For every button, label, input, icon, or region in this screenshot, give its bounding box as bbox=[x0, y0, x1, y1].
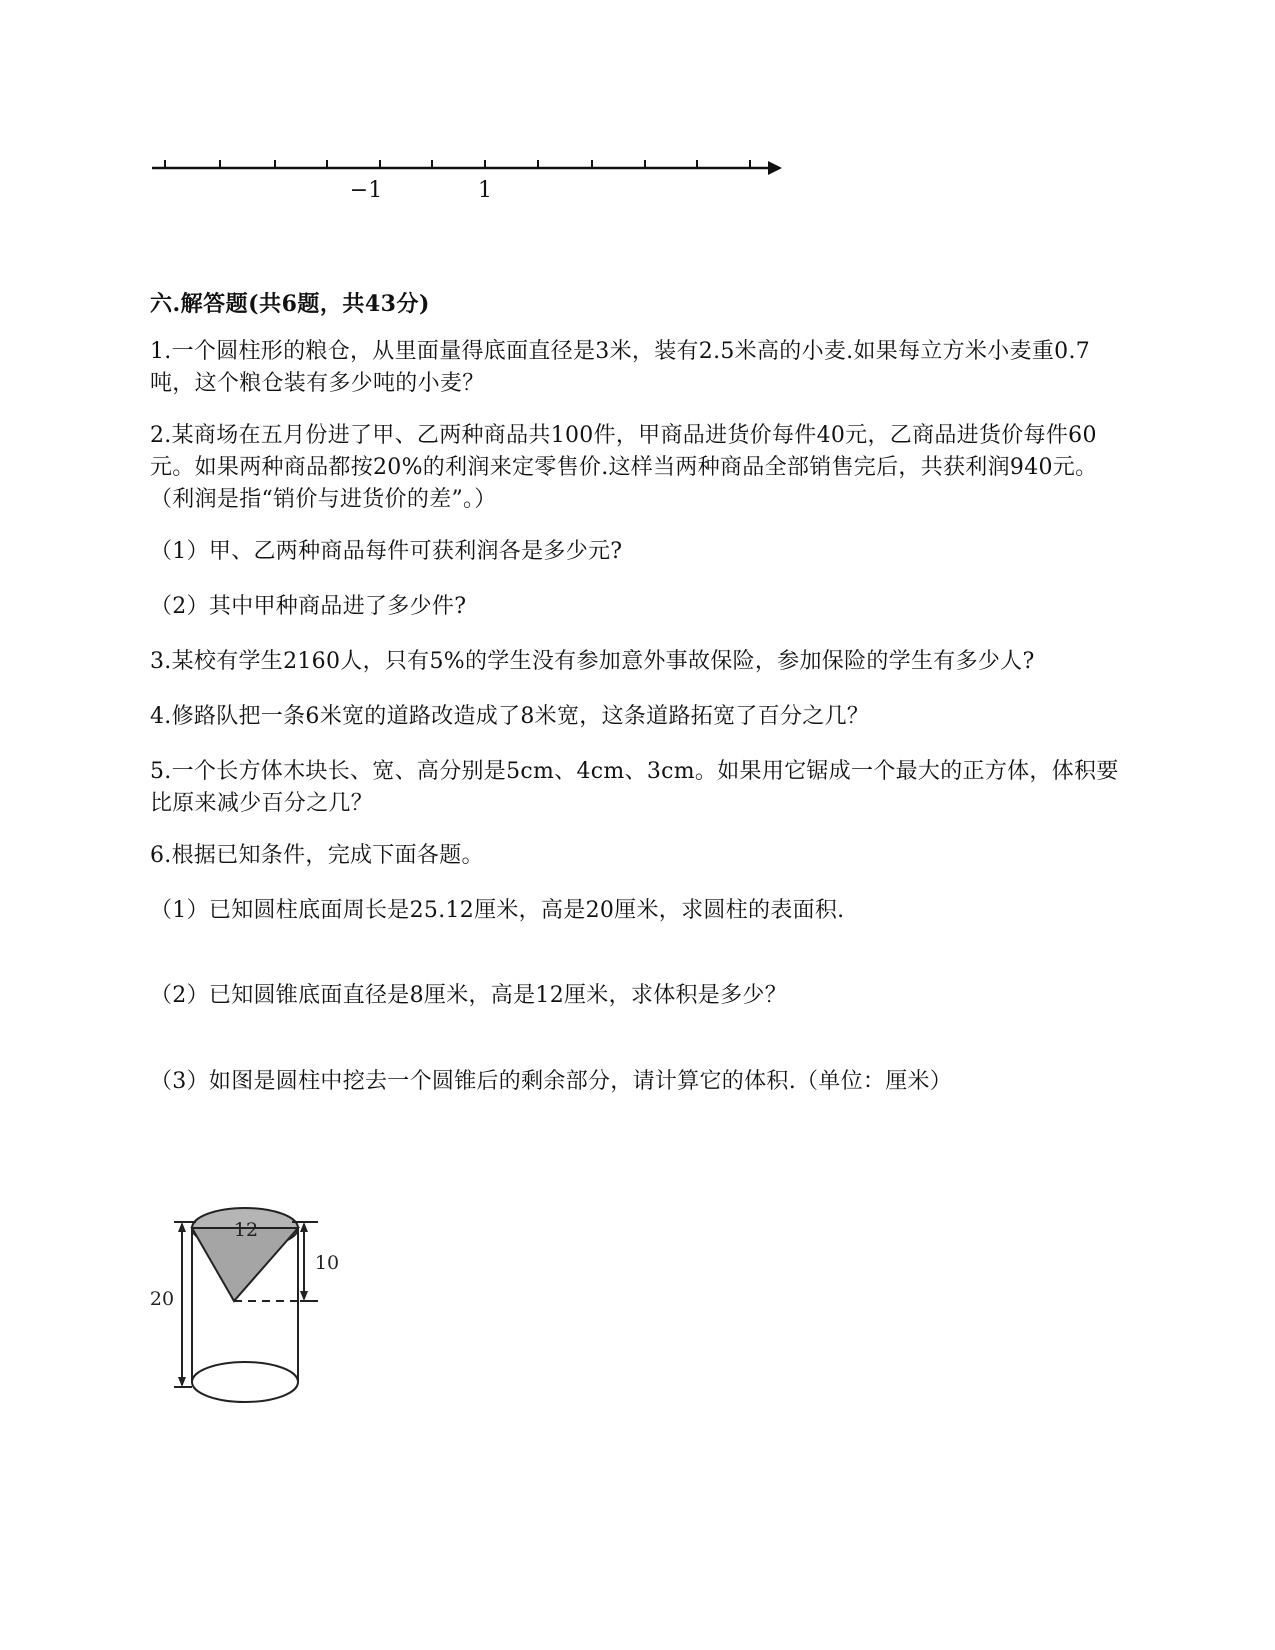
cylinder-bottom bbox=[192, 1362, 298, 1402]
dim-10-arrow-top-icon bbox=[300, 1222, 308, 1232]
question-2: 2.某商场在五月份进了甲、乙两种商品共100件，甲商品进货价每件40元，乙商品进货价每件60元。如果两种商品都按20%的利润来定零售价.这样当两种商品全部销售完后，共获利润940元。（利润是指“销价与进货价的差”。） bbox=[150, 423, 1098, 512]
number-line-arrow-icon bbox=[768, 161, 782, 175]
diameter-label: 12 bbox=[233, 1219, 259, 1241]
dim-20-arrow-top-icon bbox=[178, 1222, 186, 1232]
question-2-part-1: （1）甲、乙两种商品每件可获利润各是多少元? bbox=[150, 539, 623, 564]
question-6-part-1: （1）已知圆柱底面周长是25.12厘米，高是20厘米，求圆柱的表面积. bbox=[150, 898, 845, 923]
tick-label-minus-one: −1 bbox=[349, 178, 383, 203]
question-2-part-2: （2）其中甲种商品进了多少件? bbox=[150, 594, 467, 619]
question-5: 5.一个长方体木块长、宽、高分别是5cm、4cm、3cm。如果用它锯成一个最大的正方体，体积要比原来减少百分之几？ bbox=[150, 759, 1119, 816]
tick-label-one: 1 bbox=[478, 178, 492, 203]
cylinder-height-label: 20 bbox=[149, 1288, 175, 1310]
question-1: 1.一个圆柱形的粮仓，从里面量得底面直径是3米，装有2.5米高的小麦.如果每立方米小麦重0.7吨，这个粮仓装有多少吨的小麦？ bbox=[150, 339, 1091, 396]
number-line bbox=[150, 150, 790, 210]
question-3: 3.某校有学生2160人，只有5%的学生没有参加意外事故保险，参加保险的学生有多少人? bbox=[150, 649, 1035, 674]
cylinder-cone-figure bbox=[140, 1200, 360, 1430]
question-6: 6.根据已知条件，完成下面各题。 bbox=[150, 843, 484, 868]
section-title: 六.解答题(共6题，共43分) bbox=[150, 291, 430, 317]
cone-height-label: 10 bbox=[314, 1252, 340, 1274]
question-6-part-3: （3）如图是圆柱中挖去一个圆锥后的剩余部分，请计算它的体积.（单位：厘米） bbox=[150, 1069, 953, 1094]
question-6-part-2: （2）已知圆锥底面直径是8厘米，高是12厘米，求体积是多少？ bbox=[150, 983, 787, 1008]
dim-20-arrow-bottom-icon bbox=[178, 1377, 186, 1387]
question-4: 4.修路队把一条6米宽的道路改造成了8米宽，这条道路拓宽了百分之几？ bbox=[150, 704, 870, 729]
dim-10-arrow-bottom-icon bbox=[300, 1291, 308, 1301]
